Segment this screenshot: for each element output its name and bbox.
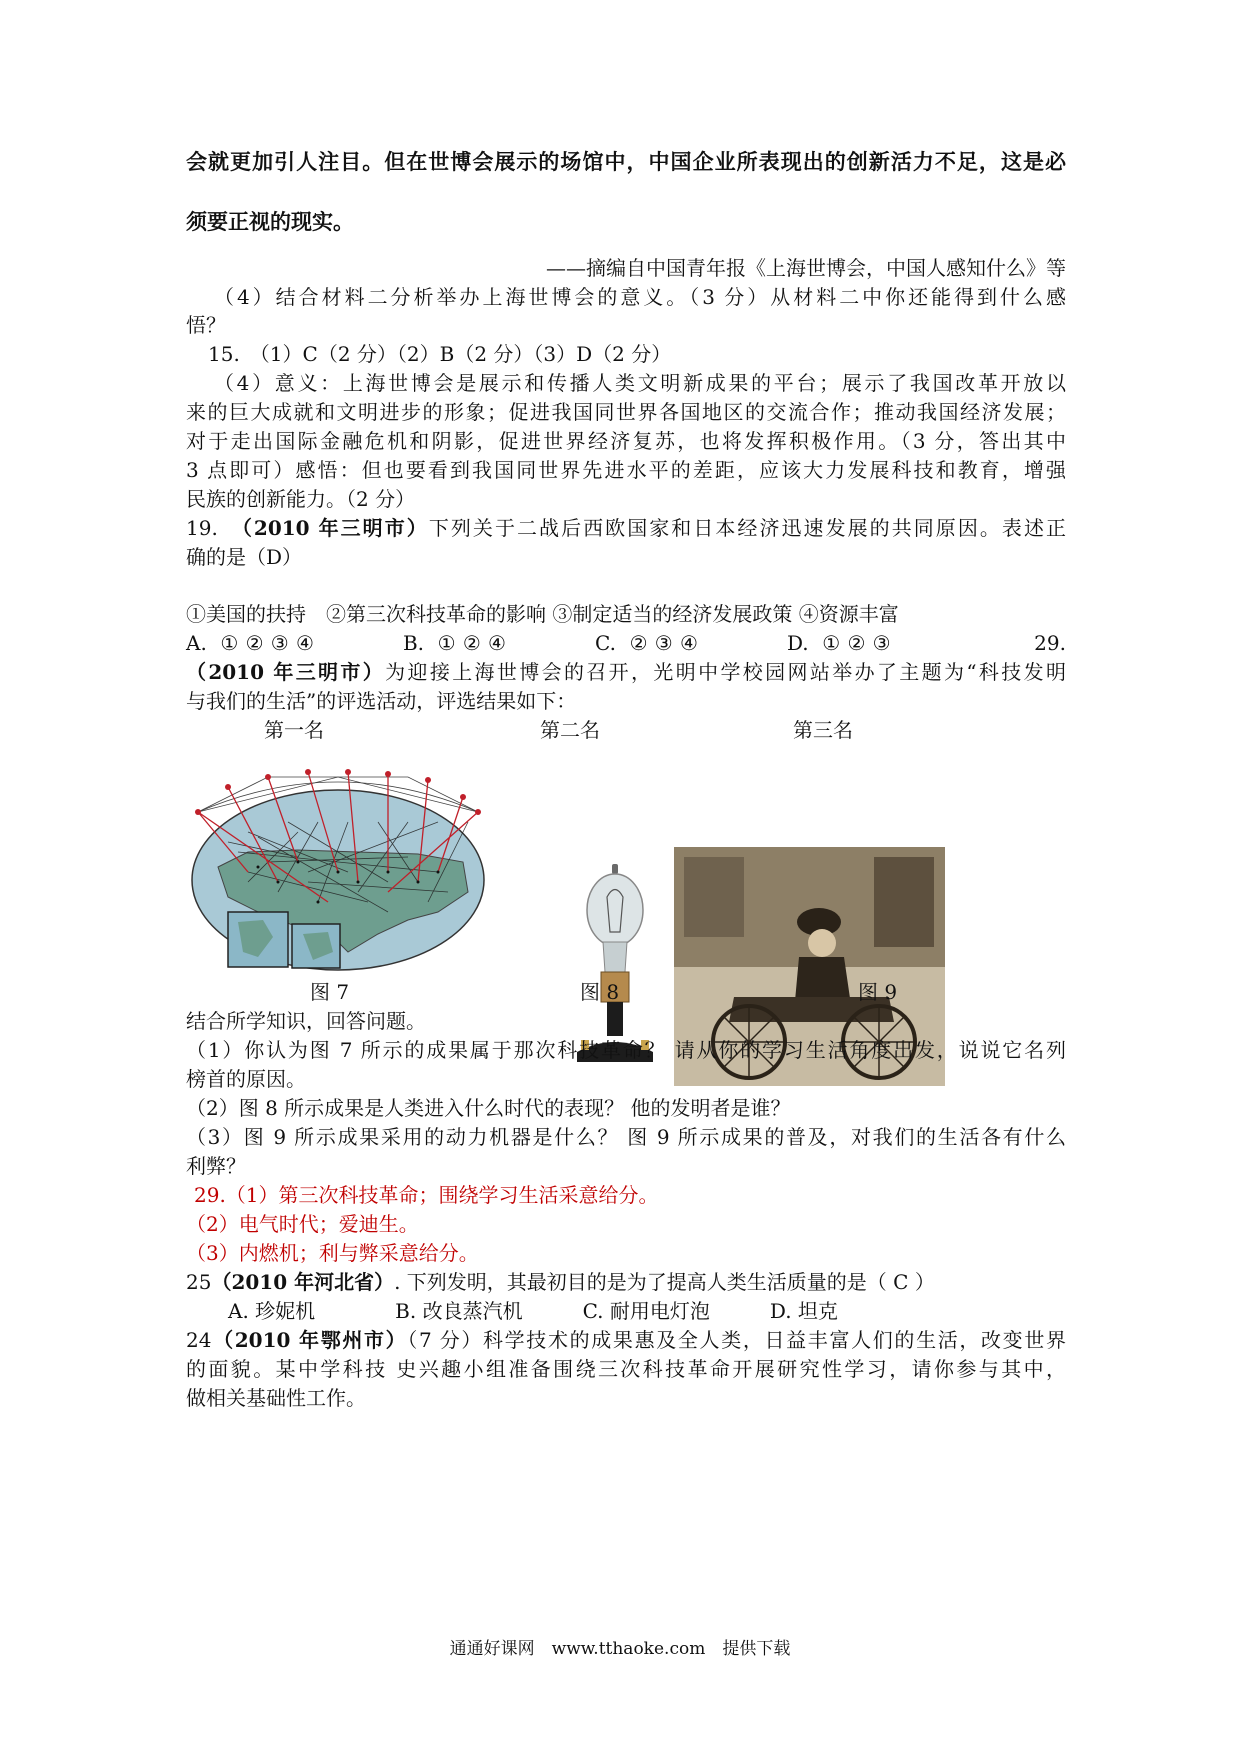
figure-caption: 图 7 xyxy=(310,980,350,1004)
question-text: 的面貌。某中学科技 史兴趣小组准备围绕三次科技革命开展研究性学习，请你参与其中， xyxy=(186,1357,1066,1381)
question-24-line xyxy=(186,1326,1066,1354)
answer-text: 来的巨大成就和文明进步的形象；促进我国同世界各国地区的交流合作；推动我国经济发展； xyxy=(186,400,1066,424)
choices-line: A. ①②③④ B. ①②④ C. ②③④ D. ①②③ 29. xyxy=(186,631,1066,655)
question-text: 确的是（D） xyxy=(186,545,303,569)
question-text: 为迎接上海世博会的召开，光明中学校园网站举办了主题为“科技发明 xyxy=(385,660,1066,684)
answer-29-line: 29.（1）第三次科技革命；围绕学习生活采意给分。 xyxy=(194,1183,659,1207)
question-source: （2010 年三明市） xyxy=(186,660,386,684)
question-text: （1）你认为图 7 所示的成果属于那次科技革命？ 请从你的学习生活角度出发，说说它名列 xyxy=(186,1038,1066,1062)
question-text: （7 分）科学技术的成果惠及全人类，日益丰富人们的生活，改变世界 xyxy=(407,1328,1066,1352)
figure-caption: 图 8 xyxy=(580,980,620,1004)
question-text: . 下列发明，其最初目的是为了提高人类生活质量的是（ C ） xyxy=(394,1270,935,1294)
question-text: 与我们的生活”的评选活动，评选结果如下： xyxy=(186,689,577,713)
answer-text: 对于走出国际金融危机和阴影，促进世界经济复苏，也将发挥积极作用。（3 分，答出其中 xyxy=(186,429,1066,453)
answer-15: 15. （1）C（2 分）（2）B（2 分）（3）D（2 分） xyxy=(208,342,672,366)
question-text: 利弊？ xyxy=(186,1154,246,1178)
question-number: 24 xyxy=(186,1328,212,1352)
choices-line: A. 珍妮机 B. 改良蒸汽机 C. 耐用电灯泡 D. 坦克 xyxy=(228,1299,838,1323)
question-text: 结合所学知识，回答问题。 xyxy=(186,1009,426,1033)
question-text: 悟？ xyxy=(186,313,226,337)
question-number: 19. xyxy=(186,516,242,540)
answer-29-line: （2）电气时代；爱迪生。 xyxy=(186,1212,419,1236)
question-text: （3）图 9 所示成果采用的动力机器是什么？ 图 9 所示成果的普及，对我们的生活各有什么 xyxy=(186,1125,1066,1149)
source-citation: ——摘编自中国青年报《上海世博会，中国人感知什么》等 xyxy=(546,256,1066,280)
figure-7-network-map xyxy=(188,762,488,980)
question-text: 下列关于二战后西欧国家和日本经济迅速发展的共同原因。表述正 xyxy=(428,516,1066,540)
answer-text: 民族的创新能力。（2 分） xyxy=(186,487,416,511)
answer-29-line: （3）内燃机；利与弊采意给分。 xyxy=(186,1241,479,1265)
material-text-line: 须要正视的现实。 xyxy=(186,210,354,234)
rank-label: 第三名 xyxy=(793,718,853,742)
question-source: （2010 年河北省） xyxy=(211,1270,395,1294)
question-source: （2010 年鄂州市） xyxy=(211,1328,408,1352)
rank-label: 第二名 xyxy=(540,718,600,742)
question-source: （2010 年三明市） xyxy=(241,516,429,540)
answer-text: 3 点即可）感悟：但也要看到我国同世界先进水平的差距，应该大力发展科技和教育，增强 xyxy=(186,458,1066,482)
question-25-line xyxy=(186,1268,1066,1296)
page-footer: 通通好课网 www.tthaoke.com 提供下载 xyxy=(449,1639,791,1659)
rank-label: 第一名 xyxy=(264,718,324,742)
question-19-line xyxy=(186,514,1066,542)
question-text: （2）图 8 所示成果是人类进入什么时代的表现？ 他的发明者是谁？ xyxy=(186,1096,791,1120)
figure-caption: 图 9 xyxy=(858,980,898,1004)
question-text: 榜首的原因。 xyxy=(186,1067,306,1091)
material-text-line: 会就更加引人注目。但在世博会展示的场馆中，中国企业所表现出的创新活力不足，这是必 xyxy=(186,150,1066,174)
question-text: 做相关基础性工作。 xyxy=(186,1386,366,1410)
options-list: ①美国的扶持 ②第三次科技革命的影响 ③制定适当的经济发展政策 ④资源丰富 xyxy=(186,602,899,626)
answer-text: （4）意义：上海世博会是展示和传播人类文明新成果的平台；展示了我国改革开放以 xyxy=(214,371,1066,395)
question-29-line xyxy=(186,658,1066,686)
question-number: 25 xyxy=(186,1270,212,1294)
question-text: （4）结合材料二分析举办上海世博会的意义。（3 分）从材料二中你还能得到什么感 xyxy=(214,285,1066,309)
